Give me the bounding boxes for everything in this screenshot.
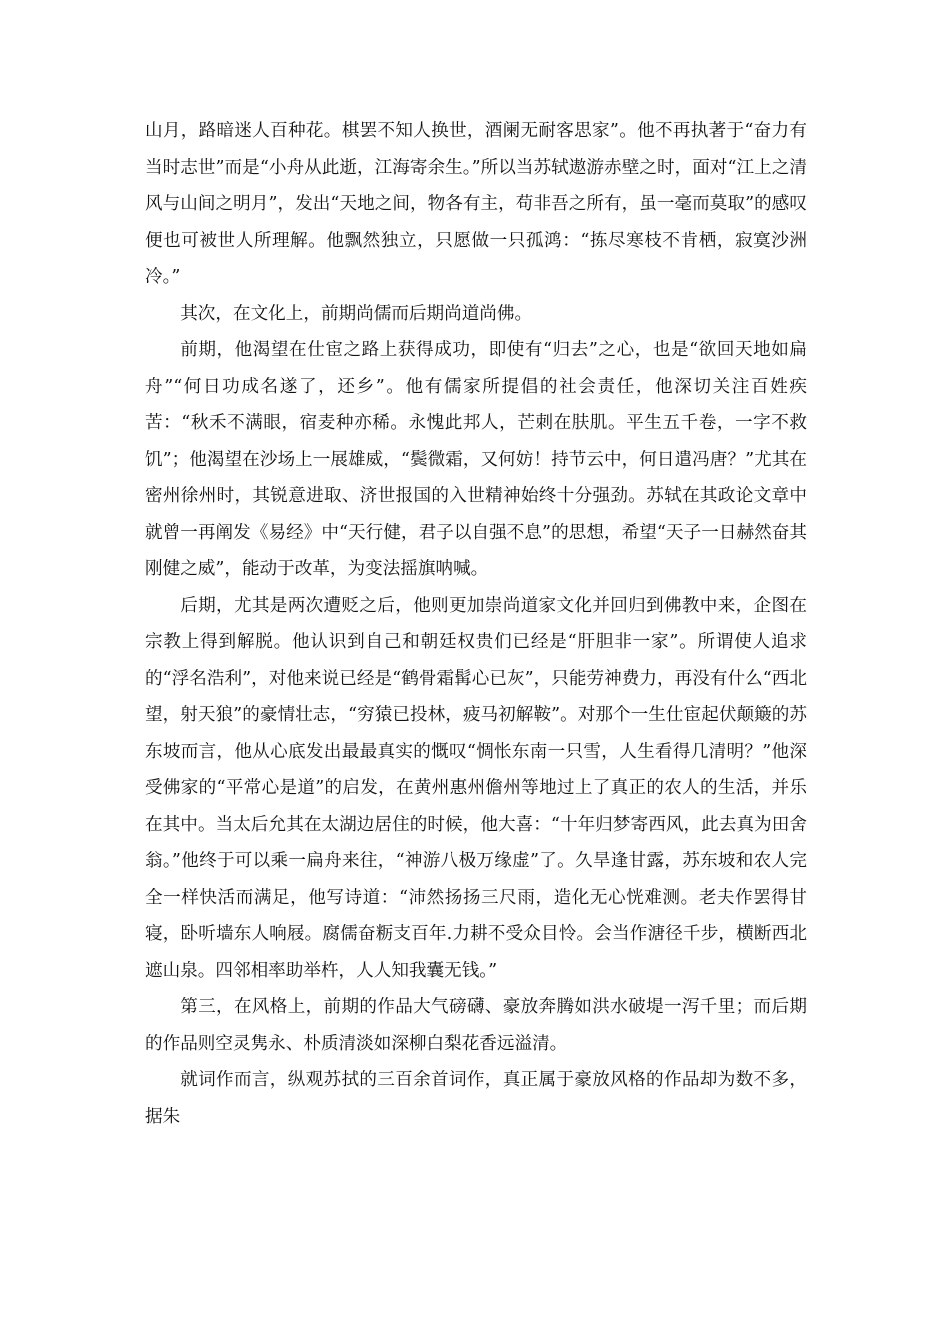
paragraph-culture-heading: 其次，在文化上，前期尚儒而后期尚道尚佛。	[180, 303, 533, 324]
document-body	[145, 113, 807, 1135]
paragraph-ci-works: 就词作而言，纵观苏拭的三百余首词作，真正属于豪放风格的作品却为数不多，据朱	[145, 1070, 807, 1127]
paragraph-continued: 山月，路暗迷人百种花。棋罢不知人换世，酒阑无耐客思家”。他不再执著于“奋力有当时志世”而是“小舟从此逝，江海寄余生。”所以当苏轼遨游赤壁之时，面对“江上之清风与山间之明月”，发出“天地之间，物各有主，苟非吾之所有，虽一毫而莫取”的感叹便也可被世人所理解。他飘然独立，只愿做一只孤鸿：“拣尽寒枝不肯栖，寂寞沙洲冷。”	[145, 121, 807, 287]
paragraph-style-heading: 第三，在风格上，前期的作品大气磅礴、豪放奔腾如洪水破堤一泻千里；而后期的作品则空灵隽永、朴质清淡如深柳白梨花香远溢清。	[145, 997, 807, 1054]
paragraph-late-period: 后期，尤其是两次遭贬之后，他则更加崇尚道家文化并回归到佛教中来，企图在宗教上得到解脱。他认识到自己和朝廷权贵们已经是“肝胆非一家”。所谓使人追求的“浮名浩利”，对他来说已经是“鹤骨霜髯心已灰”，只能劳神费力，再没有什么“西北望，射天狼”的豪情壮志，“穷猿已投林，疲马初解鞍”。对那个一生仕宦起伏颠簸的苏东坡而言，他从心底发出最最真实的慨叹“惆怅东南一只雪，人生看得几清明？”他深受佛家的“平常心是道”的启发，在黄州惠州儋州等地过上了真正的农人的生活，并乐在其中。当太后允其在太湖边居住的时候，他大喜：“十年归梦寄西风，此去真为田舍翁。”他终于可以乘一扁舟来往，“神游八极万缘虚”了。久旱逢甘露，苏东坡和农人完全一样快活而满足，他写诗道：“沛然扬扬三尺雨，造化无心恍难测。老夫作罢得甘寝，卧听墙东人响屐。腐儒奋粝支百年.力耕不受众目怜。会当作溏径千步，横断西北遮山泉。四邻相率助举杵，人人知我囊无钱。”	[145, 595, 807, 981]
paragraph-early-period: 前期，他渴望在仕宦之路上获得成功，即使有“归去”之心，也是“欲回天地如扁舟”“何日功成名遂了，还乡”。他有儒家所提倡的社会责任，他深切关注百姓疾苦：“秋禾不满眼，宿麦种亦稀。永愧此邦人，芒刺在肤肌。平生五千卷，一字不救饥”；他渴望在沙场上一展雄威，“鬓微霜，又何妨！持节云中，何日遣冯唐？”尤其在密州徐州时，其锐意进取、济世报国的入世精神始终十分强劲。苏轼在其政论文章中就曾一再阐发《易经》中“天行健，君子以自强不息”的思想，希望“天子一日赫然奋其刚健之威”，能动于改革，为变法摇旗呐喊。	[145, 340, 807, 579]
